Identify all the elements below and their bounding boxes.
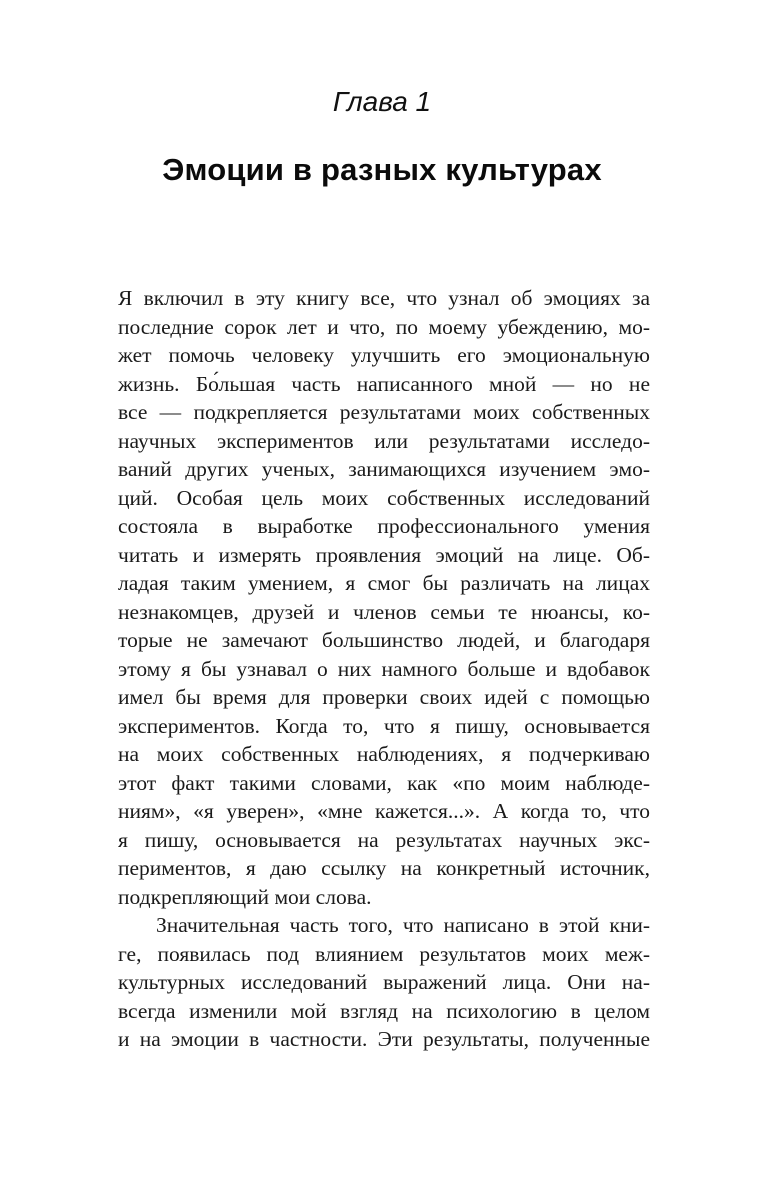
text-line: все — подкрепляется результатами моих собственных xyxy=(118,400,650,424)
text-line: имел бы время для проверки своих идей с помощью xyxy=(118,685,650,709)
text-line: этому я бы узнавал о них намного больше и вдобавок xyxy=(118,656,650,681)
page-title: Эмоции в разных культурах xyxy=(162,152,602,187)
text-line: на моих собственных наблюдениях, я подчеркиваю xyxy=(118,742,650,766)
text-line: ниям», «я уверен», «мне кажется...». А когда то, что xyxy=(118,799,650,823)
text-line: и на эмоции в частности. Эти результаты, полученные xyxy=(118,1027,650,1051)
text-line: жет помочь человеку улучшить его эмоциональную xyxy=(118,343,650,367)
text-line: я пишу, основывается на результатах научных экс- xyxy=(118,827,650,852)
text-line: экспериментов. Когда то, что я пишу, основывается xyxy=(118,713,650,738)
text-line: ций. Особая цель моих собственных исследований xyxy=(118,485,650,510)
chapter-label: Глава 1 xyxy=(332,86,432,117)
text-line: ге, появилась под влиянием результатов моих меж- xyxy=(118,941,650,966)
text-line: научных экспериментов или результатами исследо- xyxy=(118,428,650,453)
text-line: периментов, я даю ссылку на конкретный источник, xyxy=(118,856,650,880)
text-line: читать и измерять проявления эмоций на лице. Об- xyxy=(118,542,650,567)
text-line: торые не замечают большинство людей, и благодаря xyxy=(118,628,650,652)
text-line: ваний других ученых, занимающихся изучением эмо- xyxy=(118,457,650,481)
text-line: всегда изменили мой взгляд на психологию в целом xyxy=(118,998,650,1023)
body-text xyxy=(118,284,650,1054)
text-line: последние сорок лет и что, по моему убеждению, мо- xyxy=(118,314,650,339)
text-line: незнакомцев, друзей и членов семьи те нюансы, ко- xyxy=(118,599,650,624)
text-line: подкрепляющий мои слова. xyxy=(118,884,372,909)
text-line: Значительная часть того, что написано в этой кни- xyxy=(156,913,650,937)
text-line: состояла в выработке профессионального умения xyxy=(118,514,650,538)
text-line: жизнь. Бо́льшая часть написанного мной — но не xyxy=(118,371,650,396)
text-line: ладая таким умением, я смог бы различать на лицах xyxy=(118,571,650,595)
text-line: культурных исследований выражений лица. Они на- xyxy=(118,970,650,994)
text-line: Я включил в эту книгу все, что узнал об эмоциях за xyxy=(118,286,650,310)
text-line: этот факт такими словами, как «по моим наблюде- xyxy=(118,770,650,795)
